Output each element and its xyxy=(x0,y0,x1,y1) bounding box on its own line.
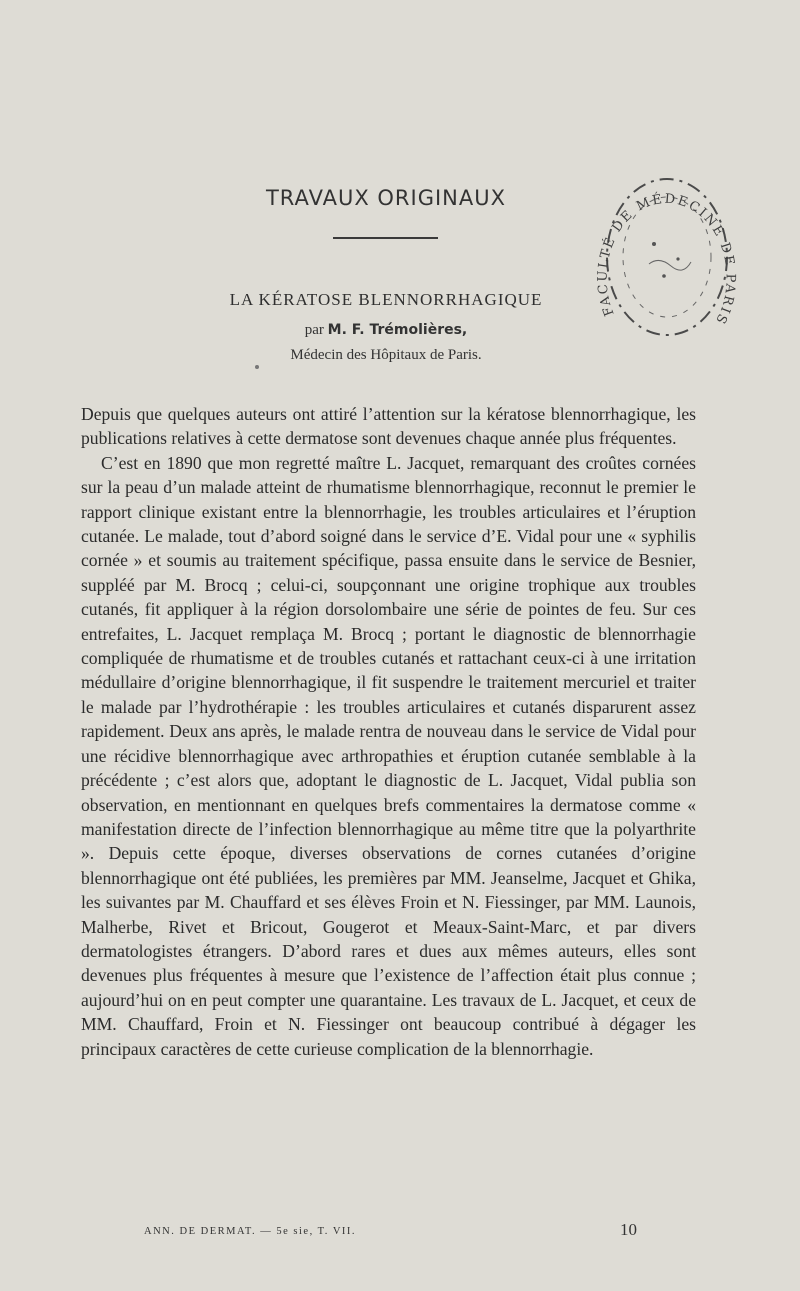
paragraph-2: C’est en 1890 que mon regretté maître L. Jacquet, remarquant des croûtes cornées sur la peau d’un malade atteint de rhumatisme blennorrhagique, reconnut le premier le rapport clinique existant entre la blennorrhagie, les troubles articulaires et l’éruption cutanée. Le malade, tout d’abord soigné dans le service d’E. Vidal pour une « syphilis cornée » et soumis au traitement spécifique, passa ensuite dans le service de Besnier, suppléé par M. Brocq ; celui-ci, soupçonnant une origine trophique aux troubles cutanés, fit appliquer à la région dorsolombaire une série de pointes de feu. Sur ces entrefaites, L. Jacquet remplaça M. Brocq ; portant le diagnostic de blennorrhagie compliquée de rhumatisme et de troubles cutanés et rattachant ceux-ci à une irritation médullaire d’origine blennorrhagique, il fit suspendre le traitement mercuriel et traiter le malade par l’hydrothérapie : les troubles articulaires et cutanés disparurent assez rapidement. Deux ans après, le malade rentra de nouveau dans le service de Vidal pour une récidive blennorrhagique avec arthropathies et éruption cutanée semblable à la précédente ; c’est alors que, adoptant le diagnostic de L. Jacquet, Vidal publia son observation, en mentionnant en quelques brefs commentaires la dermatose comme « manifestation directe de l’infection blennorrhagique au même titre que la polyarthrite ». Depuis cette époque, diverses observations de cornes cutanées d’origine blennorrhagique ont été publiées, les premières par MM. Jeanselme, Jacquet et Ghika, les suivantes par M. Chauffard et ses élèves Froin et N. Fiessinger, par MM. Launois, Malherbe, Rivet et Bricout, Gougerot et Meaux-Saint-Marc, et par divers dermatologistes étrangers. D’abord rares et dues aux mêmes auteurs, elles sont devenues plus fréquentes à mesure que l’existence de l’affection était plus connue ; aujourd’hui on en peut compter une quarantaine. Les travaux de L. Jacquet, et ceux de MM. Chauffard, Froin et N. Fiessinger ont beaucoup contribué à dégager les principaux caractères de cette curieuse complication de la blennorrhagie. xyxy=(81,452,696,1059)
article-body xyxy=(81,402,696,1061)
author-affiliation: Médecin des Hôpitaux de Paris. xyxy=(290,347,482,363)
page-number: 10 xyxy=(620,1220,637,1239)
section-title: TRAVAUX ORIGINAUX xyxy=(265,186,507,210)
stamp-lettering: FACULTÉ DE MÉDECINE DE PARIS xyxy=(595,191,738,328)
author-name: M. F. Trémolières, xyxy=(327,322,468,338)
paragraph-1: Depuis que quelques auteurs ont attiré l’attention sur la kératose blennorrhagique, les publications relatives à cette dermatose sont devenues chaque année plus fréquentes. xyxy=(81,404,696,449)
library-stamp xyxy=(594,164,740,350)
title-rule xyxy=(333,237,438,239)
byline-prefix: par xyxy=(304,322,324,338)
journal-reference: ANN. DE DERMAT. — 5e sie, T. VII. xyxy=(144,1226,357,1237)
ink-speck xyxy=(255,365,259,369)
article-title: LA KÉRATOSE BLENNORRHAGIQUE xyxy=(229,290,543,309)
